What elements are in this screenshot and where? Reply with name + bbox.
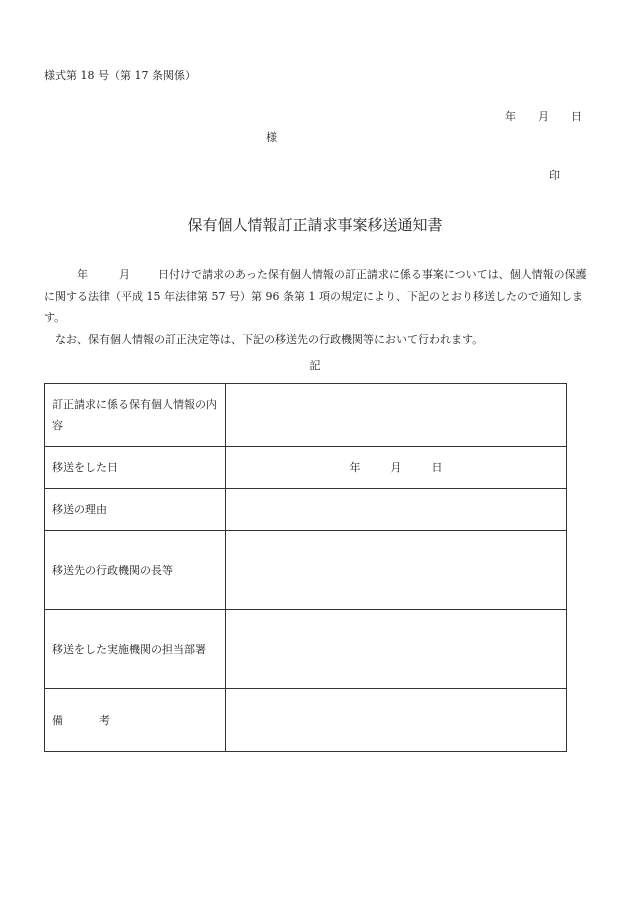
row-value <box>226 531 567 610</box>
document-title: 保有個人情報訂正請求事案移送通知書 <box>187 216 443 234</box>
notice-paragraph-2: なお、保有個人情報の訂正決定等は、下記の移送先の行政機関等において行われます。 <box>55 332 484 346</box>
row-label: 移送先の行政機関の長等 <box>45 531 226 610</box>
transfer-date-value <box>226 447 567 489</box>
transfer-date-year: 年 <box>349 461 361 474</box>
issue-date-year: 年 <box>505 110 516 123</box>
transfer-date-day: 日 <box>431 461 443 474</box>
table-row <box>45 531 567 610</box>
notice-paragraph-1-text: 日付けで請求のあった保有個人情報の訂正請求に係る事案については、個人情報の保護に関する法律（平成 15 年法律第 57 号）第 96 条第 1 項の規定により、下記のとおり移送したので通知します。 <box>44 268 587 324</box>
addressee-suffix: 様 <box>266 131 277 144</box>
row-label: 訂正請求に係る保有個人情報の内容 <box>45 384 226 447</box>
issue-date-month: 月 <box>538 110 549 123</box>
notice-paragraph-1 <box>44 264 592 329</box>
issue-date <box>505 108 582 124</box>
remarks-label-1: 備 <box>52 713 63 727</box>
row-value <box>226 489 567 531</box>
table-row <box>45 689 567 752</box>
table-row <box>45 610 567 689</box>
table-row <box>45 384 567 447</box>
remarks-value <box>226 689 567 752</box>
row-label: 移送の理由 <box>45 489 226 531</box>
table-row <box>45 489 567 531</box>
table-row <box>45 447 567 489</box>
request-date-year: 年 <box>77 268 88 281</box>
remarks-label-2: 考 <box>99 713 110 727</box>
row-label: 移送をした日 <box>45 447 226 489</box>
transfer-details-table <box>44 383 567 752</box>
notice-body <box>44 264 592 350</box>
remarks-label <box>45 689 226 752</box>
seal-mark: 印 <box>549 169 560 182</box>
row-label: 移送をした実施機関の担当部署 <box>45 610 226 689</box>
row-value <box>226 610 567 689</box>
issue-date-day: 日 <box>571 110 582 123</box>
row-value <box>226 384 567 447</box>
transfer-date-month: 月 <box>390 461 402 474</box>
request-date-month: 月 <box>119 268 130 281</box>
ki-heading: 記 <box>309 359 321 372</box>
form-number: 様式第 18 号（第 17 条関係） <box>44 69 196 82</box>
